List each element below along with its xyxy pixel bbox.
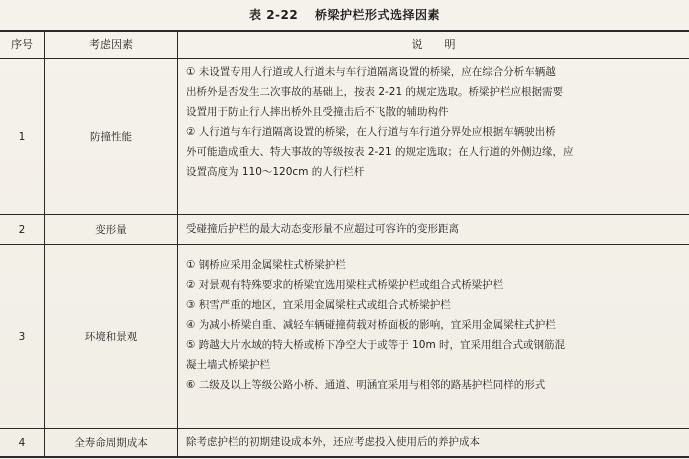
row-2-seq: 2: [18, 223, 26, 236]
row-2-factor: 变形量: [95, 223, 127, 236]
row-4-seq: 4: [18, 436, 26, 449]
row-3-seq: 3: [18, 330, 26, 343]
table-title: 桥梁护栏形式选择因素: [314, 8, 440, 22]
table-bottom-rule: [0, 456, 689, 458]
row-2-description: [178, 219, 689, 241]
row-3-line-3: ③ 积雪严重的地区，宜采用金属梁柱式或组合式桥梁护栏: [186, 299, 451, 311]
row-3-factor: 环境和景观: [84, 330, 138, 343]
row-1-line-4: ② 人行道与车行道隔离设置的桥梁，在人行道与车行道分界处应根据车辆驶出桥: [186, 126, 556, 138]
row-3-description: [178, 255, 689, 423]
row-1-factor: 防撞性能: [90, 130, 132, 143]
row-4-line-1: 除考虑护栏的初期建设成本外，还应考虑投入使用后的养护成本: [186, 436, 480, 448]
row-1-description: [178, 62, 689, 212]
row-1-line-5: 外可能造成重大、特大事故的等级按表 2-21 的规定选取；在人行道的外侧边缘，应: [186, 146, 574, 158]
row-1-line-3: 设置用于防止行人摔出桥外且受撞击后不飞散的辅助构件: [186, 106, 449, 118]
row-1-line-1: ① 未设置专用人行道或人行道未与车行道隔离设置的桥梁，应在综合分析车辆越: [186, 66, 556, 78]
row-3-line-1: ① 钢桥应采用金属梁柱式桥梁护栏: [186, 259, 346, 271]
table-caption: [0, 6, 689, 23]
header-seq: 序号: [11, 38, 33, 51]
row-1-seq: 1: [18, 130, 26, 143]
table-number: 表 2-22: [249, 8, 299, 22]
row-1-line-2: 出桥外是否发生二次事故的基础上，按表 2-21 的规定选取。桥梁护栏应根据需要: [186, 86, 564, 98]
row-4-factor: 全寿命周期成本: [74, 436, 148, 449]
row-3-line-2: ② 对景观有特殊要求的桥梁宜选用梁柱式桥梁护栏或组合式桥梁护栏: [186, 279, 504, 291]
row-4-description: [178, 432, 689, 454]
row-3-line-6: 凝土墙式桥梁护栏: [186, 359, 270, 371]
row-3-line-5: ⑤ 跨越大片水域的特大桥或桥下净空大于或等于 10m 时，宜采用组合式或钢筋混: [186, 339, 566, 351]
row-2-line-1: 受碰撞后护栏的最大动态变形量不应超过可容许的变形距离: [186, 223, 459, 235]
header-factor: 考虑因素: [89, 38, 133, 51]
row-1-line-6: 设置高度为 110～120cm 的人行栏杆: [186, 166, 365, 178]
header-description: 说 明: [411, 38, 456, 51]
row-3-line-4: ④ 为减小桥梁自重、减轻车辆碰撞荷载对桥面板的影响，宜采用金属梁柱式护栏: [186, 319, 556, 331]
row-3-line-7: ⑥ 二级及以上等级公路小桥、通道、明涵宜采用与相邻的路基护栏同样的形式: [186, 379, 546, 391]
